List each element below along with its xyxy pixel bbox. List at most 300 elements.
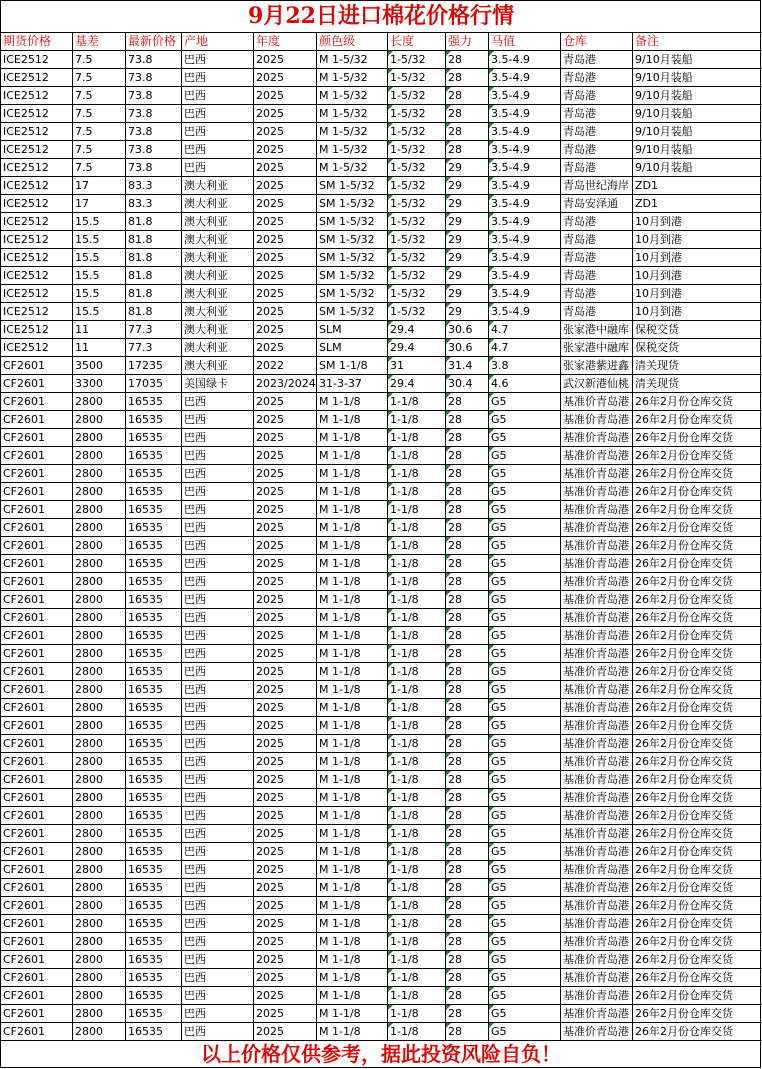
cell-warehouse: 基准价青岛港 — [561, 933, 633, 951]
table-row — [1, 771, 762, 789]
cell-remarks: 26年2月份仓库交货 — [633, 771, 762, 789]
cell-remarks: 10月到港 — [633, 303, 762, 321]
cell-micronaire: G5 — [489, 429, 561, 447]
table-row — [1, 249, 762, 267]
table-row — [1, 645, 762, 663]
cell-futures-price: CF2601 — [1, 663, 73, 681]
cell-length: 1-1/8 — [388, 681, 446, 699]
cell-warehouse: 青岛港 — [561, 267, 633, 285]
table-row — [1, 465, 762, 483]
cell-origin: 澳大利亚 — [182, 339, 254, 357]
cell-latest-price: 16535 — [126, 969, 182, 987]
table-row — [1, 447, 762, 465]
cell-origin: 澳大利亚 — [182, 195, 254, 213]
cell-latest-price: 16535 — [126, 1005, 182, 1023]
cell-origin: 美国绿卡 — [182, 375, 254, 393]
cell-futures-price: CF2601 — [1, 1023, 73, 1041]
cell-latest-price: 81.8 — [126, 249, 182, 267]
table-row — [1, 105, 762, 123]
cell-origin: 巴西 — [182, 1023, 254, 1041]
cell-origin: 巴西 — [182, 429, 254, 447]
cell-origin: 巴西 — [182, 879, 254, 897]
table-row — [1, 357, 762, 375]
cell-basis: 2800 — [73, 555, 126, 573]
cell-latest-price: 16535 — [126, 609, 182, 627]
cell-origin: 巴西 — [182, 969, 254, 987]
cell-futures-price: ICE2512 — [1, 321, 73, 339]
cell-year: 2025 — [254, 735, 317, 753]
cell-remarks: 9/10月装船 — [633, 51, 762, 69]
cell-origin: 巴西 — [182, 627, 254, 645]
cell-length: 29.4 — [388, 339, 446, 357]
cell-color-grade: 31-3-37 — [317, 375, 388, 393]
cell-color-grade: M 1-5/32 — [317, 159, 388, 177]
cell-remarks: 9/10月装船 — [633, 159, 762, 177]
cell-remarks: 26年2月份仓库交货 — [633, 393, 762, 411]
cell-color-grade: M 1-1/8 — [317, 537, 388, 555]
cell-length: 1-1/8 — [388, 447, 446, 465]
cell-micronaire: G5 — [489, 1005, 561, 1023]
cell-remarks: 9/10月装船 — [633, 105, 762, 123]
cell-remarks: 26年2月份仓库交货 — [633, 951, 762, 969]
cell-remarks: 26年2月份仓库交货 — [633, 429, 762, 447]
cell-origin: 巴西 — [182, 87, 254, 105]
cell-remarks: 保税交货 — [633, 321, 762, 339]
cell-remarks: 10月到港 — [633, 231, 762, 249]
cell-length: 1-1/8 — [388, 789, 446, 807]
table-row — [1, 123, 762, 141]
cell-color-grade: SM 1-5/32 — [317, 303, 388, 321]
cell-strength: 29 — [446, 231, 489, 249]
cell-warehouse: 武汉新港仙桃 — [561, 375, 633, 393]
cell-micronaire: 3.5-4.9 — [489, 69, 561, 87]
cell-strength: 28 — [446, 51, 489, 69]
cell-year: 2025 — [254, 69, 317, 87]
cell-micronaire: G5 — [489, 987, 561, 1005]
cell-basis: 3500 — [73, 357, 126, 375]
cell-latest-price: 77.3 — [126, 321, 182, 339]
table-row — [1, 591, 762, 609]
cell-strength: 28 — [446, 735, 489, 753]
cell-length: 1-5/32 — [388, 51, 446, 69]
cell-origin: 澳大利亚 — [182, 177, 254, 195]
cell-year: 2025 — [254, 429, 317, 447]
cell-color-grade: M 1-5/32 — [317, 69, 388, 87]
cell-basis: 2800 — [73, 573, 126, 591]
cell-basis: 15.5 — [73, 213, 126, 231]
cell-color-grade: SM 1-1/8 — [317, 357, 388, 375]
table-row — [1, 879, 762, 897]
cell-length: 1-1/8 — [388, 951, 446, 969]
table-row — [1, 969, 762, 987]
cell-micronaire: 3.5-4.9 — [489, 213, 561, 231]
cell-year: 2025 — [254, 87, 317, 105]
cell-origin: 巴西 — [182, 915, 254, 933]
cell-color-grade: SM 1-5/32 — [317, 231, 388, 249]
cell-warehouse: 基准价青岛港 — [561, 429, 633, 447]
cell-basis: 2800 — [73, 753, 126, 771]
table-row — [1, 897, 762, 915]
cell-futures-price: ICE2512 — [1, 213, 73, 231]
cell-basis: 2800 — [73, 915, 126, 933]
cell-year: 2025 — [254, 681, 317, 699]
cell-year: 2025 — [254, 807, 317, 825]
cell-color-grade: M 1-1/8 — [317, 933, 388, 951]
cell-color-grade: SLM — [317, 339, 388, 357]
cell-length: 1-1/8 — [388, 627, 446, 645]
header-length: 长度 — [388, 33, 446, 51]
cell-color-grade: M 1-1/8 — [317, 573, 388, 591]
cell-latest-price: 16535 — [126, 537, 182, 555]
cell-latest-price: 16535 — [126, 663, 182, 681]
cell-length: 1-1/8 — [388, 897, 446, 915]
cell-futures-price: CF2601 — [1, 591, 73, 609]
cell-futures-price: CF2601 — [1, 969, 73, 987]
cell-color-grade: M 1-1/8 — [317, 681, 388, 699]
cell-latest-price: 16535 — [126, 897, 182, 915]
cell-year: 2025 — [254, 501, 317, 519]
cell-length: 31 — [388, 357, 446, 375]
table-row — [1, 69, 762, 87]
cell-color-grade: M 1-1/8 — [317, 699, 388, 717]
cell-micronaire: G5 — [489, 807, 561, 825]
cell-origin: 澳大利亚 — [182, 213, 254, 231]
cell-origin: 澳大利亚 — [182, 357, 254, 375]
cell-basis: 2800 — [73, 951, 126, 969]
cell-basis: 2800 — [73, 933, 126, 951]
header-remarks: 备注 — [633, 33, 762, 51]
cell-remarks: 26年2月份仓库交货 — [633, 843, 762, 861]
cell-warehouse: 基准价青岛港 — [561, 771, 633, 789]
cell-futures-price: CF2601 — [1, 717, 73, 735]
cell-year: 2025 — [254, 249, 317, 267]
table-row — [1, 681, 762, 699]
cell-warehouse: 基准价青岛港 — [561, 807, 633, 825]
cell-basis: 2800 — [73, 861, 126, 879]
cell-micronaire: G5 — [489, 501, 561, 519]
cell-length: 1-1/8 — [388, 573, 446, 591]
cell-remarks: 26年2月份仓库交货 — [633, 609, 762, 627]
cell-warehouse: 青岛港 — [561, 213, 633, 231]
cell-micronaire: G5 — [489, 609, 561, 627]
cell-length: 1-1/8 — [388, 915, 446, 933]
cell-strength: 28 — [446, 771, 489, 789]
cell-remarks: 26年2月份仓库交货 — [633, 411, 762, 429]
cell-futures-price: CF2601 — [1, 483, 73, 501]
cell-origin: 巴西 — [182, 501, 254, 519]
cell-futures-price: CF2601 — [1, 447, 73, 465]
cell-remarks: 10月到港 — [633, 213, 762, 231]
table-row — [1, 141, 762, 159]
cell-micronaire: G5 — [489, 393, 561, 411]
cell-year: 2022 — [254, 357, 317, 375]
cell-micronaire: G5 — [489, 879, 561, 897]
cell-remarks: 保税交货 — [633, 339, 762, 357]
cell-futures-price: CF2601 — [1, 807, 73, 825]
table-row — [1, 519, 762, 537]
cell-remarks: 10月到港 — [633, 267, 762, 285]
cell-remarks: 26年2月份仓库交货 — [633, 483, 762, 501]
cell-remarks: 26年2月份仓库交货 — [633, 447, 762, 465]
cell-year: 2025 — [254, 699, 317, 717]
cell-remarks: 26年2月份仓库交货 — [633, 519, 762, 537]
cell-year: 2025 — [254, 321, 317, 339]
cell-latest-price: 16535 — [126, 735, 182, 753]
cell-basis: 15.5 — [73, 267, 126, 285]
cell-year: 2025 — [254, 591, 317, 609]
cell-strength: 28 — [446, 843, 489, 861]
cell-basis: 2800 — [73, 735, 126, 753]
cell-strength: 29 — [446, 195, 489, 213]
cell-color-grade: M 1-5/32 — [317, 105, 388, 123]
cell-color-grade: M 1-1/8 — [317, 915, 388, 933]
cell-latest-price: 81.8 — [126, 267, 182, 285]
cell-color-grade: M 1-1/8 — [317, 879, 388, 897]
cell-year: 2025 — [254, 177, 317, 195]
cell-latest-price: 81.8 — [126, 213, 182, 231]
cell-remarks: 26年2月份仓库交货 — [633, 879, 762, 897]
cell-latest-price: 16535 — [126, 681, 182, 699]
cell-latest-price: 16535 — [126, 483, 182, 501]
cell-strength: 28 — [446, 825, 489, 843]
cell-basis: 2800 — [73, 411, 126, 429]
cell-strength: 28 — [446, 447, 489, 465]
cell-basis: 11 — [73, 339, 126, 357]
cell-basis: 17 — [73, 195, 126, 213]
cell-length: 1-5/32 — [388, 267, 446, 285]
cell-color-grade: M 1-1/8 — [317, 663, 388, 681]
cell-basis: 2800 — [73, 1005, 126, 1023]
cell-year: 2025 — [254, 969, 317, 987]
cell-length: 1-5/32 — [388, 303, 446, 321]
cell-origin: 巴西 — [182, 69, 254, 87]
cell-year: 2025 — [254, 897, 317, 915]
cell-micronaire: G5 — [489, 717, 561, 735]
cell-origin: 巴西 — [182, 951, 254, 969]
cell-warehouse: 基准价青岛港 — [561, 1005, 633, 1023]
cell-strength: 28 — [446, 753, 489, 771]
cell-basis: 2800 — [73, 843, 126, 861]
cell-strength: 28 — [446, 897, 489, 915]
cell-futures-price: CF2601 — [1, 609, 73, 627]
cell-length: 1-1/8 — [388, 933, 446, 951]
cell-year: 2025 — [254, 915, 317, 933]
cell-warehouse: 青岛港 — [561, 231, 633, 249]
cell-latest-price: 83.3 — [126, 177, 182, 195]
cell-micronaire: G5 — [489, 483, 561, 501]
cell-remarks: 26年2月份仓库交货 — [633, 897, 762, 915]
cell-origin: 澳大利亚 — [182, 249, 254, 267]
cell-strength: 28 — [446, 465, 489, 483]
cell-basis: 3300 — [73, 375, 126, 393]
table-row — [1, 159, 762, 177]
cell-remarks: 26年2月份仓库交货 — [633, 1023, 762, 1041]
cell-latest-price: 73.8 — [126, 159, 182, 177]
cell-strength: 31.4 — [446, 357, 489, 375]
cell-origin: 澳大利亚 — [182, 267, 254, 285]
cell-color-grade: M 1-1/8 — [317, 861, 388, 879]
cell-year: 2023/2024 — [254, 375, 317, 393]
cell-futures-price: ICE2512 — [1, 159, 73, 177]
cell-warehouse: 基准价青岛港 — [561, 681, 633, 699]
table-row — [1, 573, 762, 591]
cell-color-grade: SM 1-5/32 — [317, 267, 388, 285]
cell-length: 1-1/8 — [388, 537, 446, 555]
cell-year: 2025 — [254, 879, 317, 897]
cell-futures-price: CF2601 — [1, 501, 73, 519]
cell-strength: 28 — [446, 933, 489, 951]
cell-latest-price: 16535 — [126, 717, 182, 735]
cell-remarks: 26年2月份仓库交货 — [633, 861, 762, 879]
cell-latest-price: 81.8 — [126, 231, 182, 249]
table-row — [1, 285, 762, 303]
cell-color-grade: M 1-1/8 — [317, 555, 388, 573]
cell-latest-price: 16535 — [126, 951, 182, 969]
cell-length: 1-1/8 — [388, 501, 446, 519]
cell-futures-price: CF2601 — [1, 375, 73, 393]
cell-length: 1-1/8 — [388, 555, 446, 573]
cell-strength: 28 — [446, 501, 489, 519]
cell-latest-price: 16535 — [126, 447, 182, 465]
cell-futures-price: CF2601 — [1, 699, 73, 717]
cell-color-grade: SM 1-5/32 — [317, 195, 388, 213]
cell-remarks: 26年2月份仓库交货 — [633, 717, 762, 735]
header-row — [1, 33, 762, 51]
table-row — [1, 951, 762, 969]
cell-remarks: 26年2月份仓库交货 — [633, 753, 762, 771]
cell-micronaire: 3.5-4.9 — [489, 105, 561, 123]
cell-origin: 巴西 — [182, 555, 254, 573]
cell-length: 1-5/32 — [388, 87, 446, 105]
cell-basis: 2800 — [73, 465, 126, 483]
cell-length: 1-1/8 — [388, 483, 446, 501]
cell-futures-price: ICE2512 — [1, 87, 73, 105]
cell-basis: 15.5 — [73, 285, 126, 303]
cell-latest-price: 16535 — [126, 861, 182, 879]
cell-remarks: 26年2月份仓库交货 — [633, 1005, 762, 1023]
cell-micronaire: G5 — [489, 537, 561, 555]
cell-futures-price: ICE2512 — [1, 339, 73, 357]
cell-warehouse: 基准价青岛港 — [561, 537, 633, 555]
cell-origin: 澳大利亚 — [182, 231, 254, 249]
cell-strength: 29 — [446, 303, 489, 321]
cell-strength: 28 — [446, 681, 489, 699]
cell-year: 2025 — [254, 555, 317, 573]
table-row — [1, 483, 762, 501]
cell-length: 1-1/8 — [388, 699, 446, 717]
cell-latest-price: 17235 — [126, 357, 182, 375]
cell-micronaire: 3.5-4.9 — [489, 195, 561, 213]
cell-remarks: 26年2月份仓库交货 — [633, 933, 762, 951]
cell-micronaire: G5 — [489, 591, 561, 609]
cell-strength: 28 — [446, 123, 489, 141]
cell-color-grade: M 1-1/8 — [317, 951, 388, 969]
cell-remarks: 26年2月份仓库交货 — [633, 501, 762, 519]
table-row — [1, 717, 762, 735]
cell-strength: 28 — [446, 609, 489, 627]
cell-latest-price: 16535 — [126, 627, 182, 645]
cell-warehouse: 基准价青岛港 — [561, 465, 633, 483]
cell-warehouse: 基准价青岛港 — [561, 663, 633, 681]
cell-micronaire: G5 — [489, 447, 561, 465]
cell-futures-price: CF2601 — [1, 789, 73, 807]
cell-length: 1-1/8 — [388, 753, 446, 771]
cell-color-grade: SM 1-5/32 — [317, 177, 388, 195]
cell-futures-price: CF2601 — [1, 951, 73, 969]
cell-warehouse: 基准价青岛港 — [561, 393, 633, 411]
cell-latest-price: 16535 — [126, 825, 182, 843]
cell-latest-price: 16535 — [126, 411, 182, 429]
cell-futures-price: CF2601 — [1, 555, 73, 573]
cell-warehouse: 基准价青岛港 — [561, 573, 633, 591]
cell-color-grade: M 1-1/8 — [317, 591, 388, 609]
cell-warehouse: 基准价青岛港 — [561, 825, 633, 843]
cell-color-grade: M 1-1/8 — [317, 645, 388, 663]
cell-basis: 2800 — [73, 771, 126, 789]
cell-remarks: 26年2月份仓库交货 — [633, 699, 762, 717]
header-year: 年度 — [254, 33, 317, 51]
cell-warehouse: 基准价青岛港 — [561, 627, 633, 645]
cell-futures-price: CF2601 — [1, 411, 73, 429]
table-row — [1, 1005, 762, 1023]
cell-strength: 28 — [446, 663, 489, 681]
cell-basis: 15.5 — [73, 231, 126, 249]
header-basis: 基差 — [73, 33, 126, 51]
header-latest-price: 最新价格 — [126, 33, 182, 51]
cell-year: 2025 — [254, 627, 317, 645]
cell-warehouse: 基准价青岛港 — [561, 411, 633, 429]
cell-futures-price: ICE2512 — [1, 69, 73, 87]
cell-futures-price: CF2601 — [1, 357, 73, 375]
cell-origin: 巴西 — [182, 645, 254, 663]
cell-latest-price: 73.8 — [126, 87, 182, 105]
cell-warehouse: 基准价青岛港 — [561, 591, 633, 609]
cell-strength: 28 — [446, 951, 489, 969]
cell-warehouse: 张家港紫进鑫 — [561, 357, 633, 375]
cell-micronaire: G5 — [489, 843, 561, 861]
cell-length: 1-1/8 — [388, 645, 446, 663]
cell-strength: 29 — [446, 213, 489, 231]
cell-futures-price: CF2601 — [1, 735, 73, 753]
cell-micronaire: G5 — [489, 933, 561, 951]
cell-latest-price: 16535 — [126, 987, 182, 1005]
cell-length: 1-1/8 — [388, 717, 446, 735]
cell-futures-price: CF2601 — [1, 573, 73, 591]
cell-origin: 巴西 — [182, 987, 254, 1005]
cell-remarks: 9/10月装船 — [633, 141, 762, 159]
cell-micronaire: 4.6 — [489, 375, 561, 393]
cell-latest-price: 83.3 — [126, 195, 182, 213]
cell-micronaire: G5 — [489, 897, 561, 915]
cell-latest-price: 17035 — [126, 375, 182, 393]
cell-warehouse: 青岛港 — [561, 123, 633, 141]
cell-warehouse: 青岛港 — [561, 249, 633, 267]
cell-year: 2025 — [254, 213, 317, 231]
cell-color-grade: M 1-1/8 — [317, 393, 388, 411]
cell-strength: 28 — [446, 393, 489, 411]
cell-length: 1-5/32 — [388, 123, 446, 141]
table-row — [1, 627, 762, 645]
cell-origin: 巴西 — [182, 771, 254, 789]
cell-strength: 28 — [446, 141, 489, 159]
cell-color-grade: M 1-5/32 — [317, 141, 388, 159]
cell-strength: 28 — [446, 987, 489, 1005]
cell-basis: 2800 — [73, 699, 126, 717]
cell-latest-price: 73.8 — [126, 123, 182, 141]
table-row — [1, 501, 762, 519]
cell-strength: 29 — [446, 249, 489, 267]
cell-origin: 巴西 — [182, 537, 254, 555]
